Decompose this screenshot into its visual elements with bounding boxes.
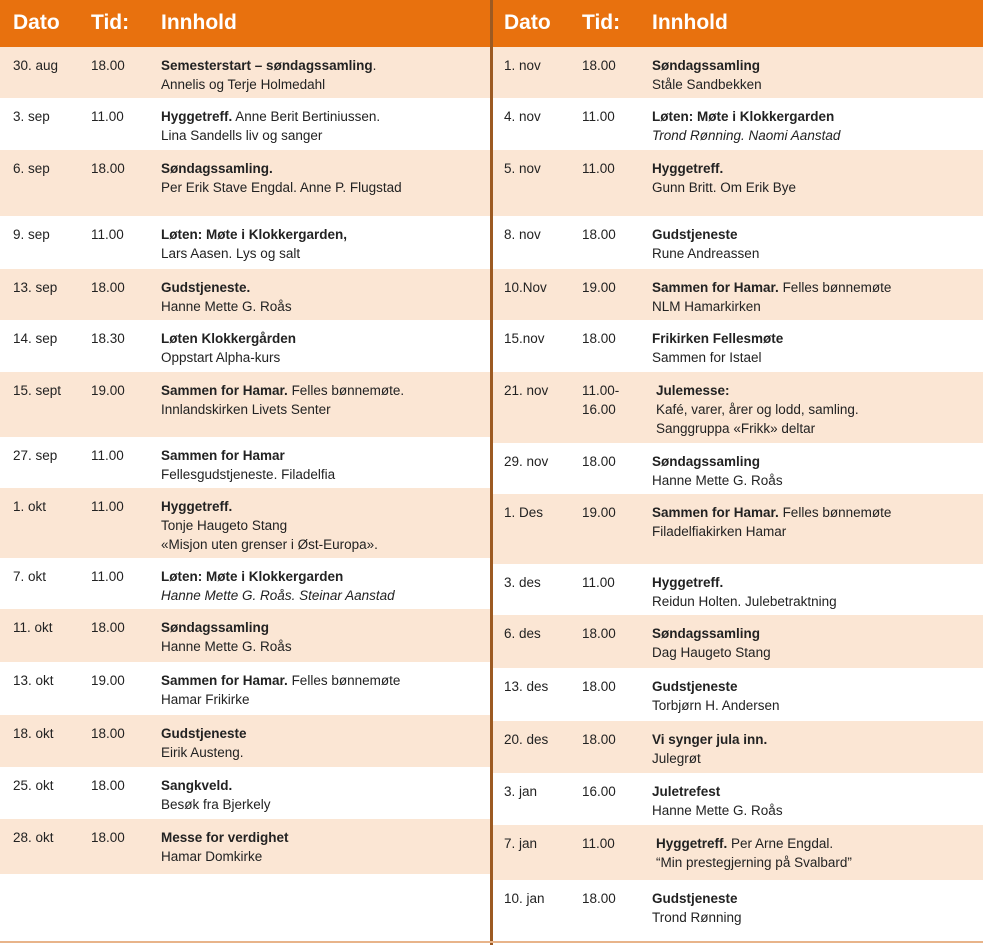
cell-dato: 15.nov — [504, 331, 545, 346]
cell-tid: 18.30 — [91, 331, 125, 346]
innhold-line — [652, 107, 977, 126]
innhold-line — [161, 724, 486, 743]
cell-innhold — [652, 107, 977, 145]
cell-dato: 6. des — [504, 626, 541, 641]
table-row — [493, 216, 983, 269]
cell-innhold — [652, 730, 977, 768]
table-row — [0, 558, 490, 609]
event-detail: Hanne Mette G. Roås. Steinar Aanstad — [161, 588, 395, 603]
innhold-line — [161, 586, 486, 605]
innhold-line — [652, 471, 977, 490]
cell-tid: 19.00 — [91, 383, 125, 398]
cell-tid: 11.00 — [582, 109, 615, 124]
cell-tid: 18.00 — [582, 227, 616, 242]
cell-tid: 18.00 — [91, 726, 125, 741]
cell-tid: 19.00 — [582, 505, 616, 520]
event-detail: Hanne Mette G. Roås — [652, 473, 783, 488]
innhold-line — [652, 178, 977, 197]
event-detail: Rune Andreassen — [652, 246, 760, 261]
cell-dato: 25. okt — [13, 778, 54, 793]
table-row — [0, 47, 490, 98]
cell-innhold — [161, 278, 486, 316]
event-title: Julemesse: — [656, 383, 730, 398]
cell-dato: 7. jan — [504, 836, 538, 851]
event-title: Løten Klokkergården — [161, 331, 297, 346]
event-detail: Hanne Mette G. Roås — [161, 299, 292, 314]
innhold-line — [652, 643, 977, 662]
event-detail: Kafé, varer, årer og lodd, samling. — [656, 402, 859, 417]
cell-tid: 18.00 — [582, 454, 616, 469]
cell-dato: 14. sep — [13, 331, 58, 346]
table-row — [493, 372, 983, 443]
table-row — [493, 615, 983, 668]
innhold-line — [161, 278, 486, 297]
cell-dato: 11. okt — [13, 620, 53, 635]
innhold-line — [161, 446, 486, 465]
innhold-line — [652, 749, 977, 768]
innhold-line — [161, 297, 486, 316]
event-title: Hyggetreff. — [161, 499, 233, 514]
event-title: Semesterstart – søndagssamling — [161, 58, 373, 73]
innhold-line — [161, 244, 486, 263]
cell-innhold — [161, 497, 486, 554]
event-detail: Sammen for Istael — [652, 350, 762, 365]
event-title: Hyggetreff. — [652, 161, 724, 176]
cell-dato: 13. des — [504, 679, 549, 694]
event-title: Gudstjeneste — [652, 679, 738, 694]
cell-tid: 18.00 — [91, 620, 125, 635]
event-title: Vi synger jula inn. — [652, 732, 768, 747]
header-tid: Tid: — [582, 11, 621, 34]
cell-dato: 6. sep — [13, 161, 50, 176]
innhold-line — [656, 834, 981, 853]
cell-tid: 18.00 — [582, 732, 616, 747]
right-column — [493, 0, 983, 945]
table-row — [493, 880, 983, 940]
table-row — [493, 98, 983, 150]
event-detail: Trond Rønning. Naomi Aanstad — [652, 128, 841, 143]
innhold-line — [161, 159, 486, 178]
event-detail: Eirik Austeng. — [161, 745, 244, 760]
cell-dato: 20. des — [504, 732, 549, 747]
innhold-line — [161, 107, 486, 126]
event-title: Søndagssamling. — [161, 161, 273, 176]
table-row — [493, 825, 983, 880]
cell-tid: 16.00 — [582, 784, 616, 799]
innhold-line — [161, 690, 486, 709]
table-row — [0, 488, 490, 558]
table-row — [493, 320, 983, 372]
innhold-line — [652, 225, 977, 244]
innhold-line — [161, 535, 486, 554]
event-detail: NLM Hamarkirken — [652, 299, 761, 314]
event-title: Sammen for Hamar. — [652, 505, 779, 520]
cell-innhold — [161, 159, 486, 197]
cell-dato: 3. jan — [504, 784, 538, 799]
event-detail: Besøk fra Bjerkely — [161, 797, 271, 812]
innhold-line — [161, 56, 486, 75]
cell-innhold — [656, 834, 981, 872]
cell-innhold — [161, 446, 486, 484]
event-title: Gudstjeneste — [161, 726, 247, 741]
innhold-line — [656, 400, 981, 419]
innhold-line — [656, 381, 981, 400]
cell-tid: 18.00 — [91, 830, 125, 845]
cell-dato: 10. jan — [504, 891, 545, 906]
event-detail: Innlandskirken Livets Senter — [161, 402, 331, 417]
cell-tid: 11.00 — [91, 499, 124, 514]
cell-innhold — [652, 573, 977, 611]
innhold-line — [652, 908, 977, 927]
header-dato: Dato — [13, 11, 60, 34]
cell-innhold — [161, 776, 486, 814]
innhold-line — [652, 348, 977, 367]
innhold-line — [161, 225, 486, 244]
innhold-line — [652, 730, 977, 749]
event-detail: Hamar Domkirke — [161, 849, 263, 864]
cell-dato: 7. okt — [13, 569, 47, 584]
innhold-line — [652, 244, 977, 263]
cell-dato: 10.Nov — [504, 280, 547, 295]
innhold-line — [161, 618, 486, 637]
event-detail: . — [372, 58, 377, 73]
table-row — [493, 150, 983, 216]
event-detail: Hamar Frikirke — [161, 692, 250, 707]
cell-dato: 3. des — [504, 575, 541, 590]
cell-dato: 27. sep — [13, 448, 58, 463]
event-title: Søndagssamling — [652, 58, 761, 73]
cell-dato: 28. okt — [13, 830, 54, 845]
innhold-line — [652, 503, 977, 522]
event-detail: «Misjon uten grenser i Øst-Europa». — [161, 537, 378, 552]
cell-innhold — [652, 329, 977, 367]
innhold-line — [652, 801, 977, 820]
innhold-line — [161, 465, 486, 484]
innhold-line — [656, 419, 981, 438]
event-title: Sammen for Hamar. — [161, 383, 288, 398]
header-tid: Tid: — [91, 11, 130, 34]
event-title: Messe for verdighet — [161, 830, 289, 845]
innhold-line — [652, 889, 977, 908]
cell-innhold — [652, 624, 977, 662]
event-detail: Oppstart Alpha-kurs — [161, 350, 281, 365]
cell-dato: 21. nov — [504, 383, 549, 398]
cell-innhold — [656, 381, 981, 438]
cell-tid: 11.00 — [91, 448, 124, 463]
event-detail: Felles bønnemøte — [778, 505, 892, 520]
innhold-line — [652, 159, 977, 178]
innhold-line — [161, 348, 486, 367]
cell-innhold — [652, 503, 977, 541]
cell-dato: 1. Des — [504, 505, 544, 520]
cell-tid: 18.00 — [91, 161, 125, 176]
cell-dato: 15. sept — [13, 383, 62, 398]
cell-innhold — [161, 107, 486, 145]
cell-tid: 19.00 — [582, 280, 616, 295]
table-row — [0, 819, 490, 874]
innhold-line — [652, 677, 977, 696]
table-row — [0, 320, 490, 372]
innhold-line — [652, 297, 977, 316]
event-detail: Felles bønnemøte. — [287, 383, 405, 398]
table-row — [0, 609, 490, 662]
event-detail: Sanggruppa «Frikk» deltar — [656, 421, 816, 436]
cell-dato: 29. nov — [504, 454, 549, 469]
event-title: Gudstjeneste. — [161, 280, 251, 295]
innhold-line — [652, 278, 977, 297]
cell-dato: 5. nov — [504, 161, 541, 176]
cell-innhold — [161, 56, 486, 94]
header-innhold: Innhold — [652, 11, 728, 34]
cell-innhold — [161, 724, 486, 762]
cell-tid: 19.00 — [91, 673, 125, 688]
innhold-line — [652, 782, 977, 801]
table-row — [493, 668, 983, 721]
header-dato: Dato — [504, 11, 551, 34]
event-detail: Torbjørn H. Andersen — [652, 698, 780, 713]
event-title: Gudstjeneste — [652, 891, 738, 906]
innhold-line — [161, 126, 486, 145]
cell-tid: 18.00 — [582, 626, 616, 641]
cell-innhold — [161, 828, 486, 866]
event-detail: Hanne Mette G. Roås — [652, 803, 783, 818]
table-row — [0, 216, 490, 269]
event-detail: Per Arne Engdal. — [727, 836, 834, 851]
table-row — [0, 767, 490, 819]
cell-tid: 18.00 — [91, 58, 125, 73]
schedule-rows-left — [0, 47, 490, 934]
cell-innhold — [652, 225, 977, 263]
cell-tid: 18.00 — [582, 331, 616, 346]
innhold-line — [161, 847, 486, 866]
event-title: Løten: Møte i Klokkergarden — [161, 569, 344, 584]
event-title: Sammen for Hamar. — [161, 673, 288, 688]
cell-tid: 18.00 — [582, 58, 616, 73]
event-title: Hyggetreff. — [652, 575, 724, 590]
cell-tid: 11.00 — [91, 109, 124, 124]
cell-innhold — [161, 381, 486, 419]
event-detail: Felles bønnemøte — [287, 673, 401, 688]
event-title: Søndagssamling — [652, 454, 761, 469]
table-row — [493, 269, 983, 320]
innhold-line — [161, 567, 486, 586]
event-detail: Lars Aasen. Lys og salt — [161, 246, 301, 261]
event-detail: Hanne Mette G. Roås — [161, 639, 292, 654]
cell-innhold — [161, 329, 486, 367]
cell-innhold — [652, 278, 977, 316]
event-title: Hyggetreff. — [161, 109, 233, 124]
innhold-line — [161, 795, 486, 814]
cell-innhold — [652, 677, 977, 715]
bottom-rule — [0, 941, 983, 943]
cell-innhold — [652, 56, 977, 94]
innhold-line — [652, 573, 977, 592]
table-row — [0, 715, 490, 767]
innhold-line — [652, 522, 977, 541]
innhold-line — [652, 624, 977, 643]
table-row — [493, 721, 983, 773]
event-title: Juletrefest — [652, 784, 721, 799]
event-detail: “Min prestegjerning på Svalbard” — [656, 855, 852, 870]
cell-innhold — [161, 618, 486, 656]
innhold-line — [652, 696, 977, 715]
innhold-line — [652, 592, 977, 611]
header-innhold: Innhold — [161, 11, 237, 34]
event-detail: Per Erik Stave Engdal. Anne P. Flugstad — [161, 180, 402, 195]
cell-innhold — [652, 159, 977, 197]
innhold-line — [161, 400, 486, 419]
cell-innhold — [161, 671, 486, 709]
innhold-line — [652, 452, 977, 471]
event-detail: Lina Sandells liv og sanger — [161, 128, 323, 143]
cell-tid: 11.00 — [91, 227, 124, 242]
innhold-line — [161, 497, 486, 516]
cell-dato: 18. okt — [13, 726, 54, 741]
cell-innhold — [161, 225, 486, 263]
table-row — [493, 494, 983, 564]
cell-dato: 1. okt — [13, 499, 47, 514]
event-detail: Reidun Holten. Julebetraktning — [652, 594, 837, 609]
innhold-line — [652, 56, 977, 75]
innhold-line — [652, 126, 977, 145]
table-row — [493, 564, 983, 615]
cell-tid: 18.00 — [91, 280, 125, 295]
event-detail: Fellesgudstjeneste. Filadelfia — [161, 467, 336, 482]
innhold-line — [161, 828, 486, 847]
innhold-line — [161, 671, 486, 690]
cell-tid: 18.00 — [582, 679, 616, 694]
cell-dato: 1. nov — [504, 58, 541, 73]
table-row — [493, 443, 983, 494]
schedule-rows-right — [493, 47, 983, 940]
cell-tid: 11.00 — [582, 836, 615, 851]
cell-tid: 11.00 — [582, 575, 615, 590]
table-row — [493, 773, 983, 825]
event-title: Sammen for Hamar. — [652, 280, 779, 295]
event-title: Frikirken Fellesmøte — [652, 331, 784, 346]
table-row — [0, 150, 490, 216]
innhold-line — [161, 178, 486, 197]
event-title: Søndagssamling — [161, 620, 270, 635]
table-row — [0, 98, 490, 150]
header-row-right — [493, 0, 983, 47]
cell-tid: 18.00 — [91, 778, 125, 793]
event-title: Sangkveld. — [161, 778, 233, 793]
table-row — [0, 372, 490, 437]
left-column — [0, 0, 490, 945]
event-title: Løten: Møte i Klokkergarden — [652, 109, 835, 124]
innhold-line — [161, 776, 486, 795]
cell-dato: 30. aug — [13, 58, 59, 73]
innhold-line — [652, 75, 977, 94]
table-row — [0, 874, 490, 934]
cell-dato: 9. sep — [13, 227, 50, 242]
cell-dato: 3. sep — [13, 109, 50, 124]
event-detail: Tonje Haugeto Stang — [161, 518, 288, 533]
event-title: Gudstjeneste — [652, 227, 738, 242]
cell-dato: 13. sep — [13, 280, 58, 295]
cell-innhold — [161, 567, 486, 605]
event-detail: Dag Haugeto Stang — [652, 645, 771, 660]
innhold-line — [161, 329, 486, 348]
cell-tid: 11.00- 16.00 — [582, 383, 620, 417]
innhold-line — [161, 637, 486, 656]
table-row — [493, 47, 983, 98]
event-detail: Trond Rønning — [652, 910, 742, 925]
cell-dato: 13. okt — [13, 673, 54, 688]
cell-tid: 18.00 — [582, 891, 616, 906]
event-title: Hyggetreff. — [656, 836, 728, 851]
cell-innhold — [652, 452, 977, 490]
cell-innhold — [652, 782, 977, 820]
event-detail: Ståle Sandbekken — [652, 77, 762, 92]
event-detail: Felles bønnemøte — [778, 280, 892, 295]
cell-tid: 11.00 — [582, 161, 615, 176]
table-row — [0, 437, 490, 488]
innhold-line — [652, 329, 977, 348]
event-title: Sammen for Hamar — [161, 448, 285, 463]
header-row-left — [0, 0, 490, 47]
innhold-line — [161, 516, 486, 535]
table-row — [0, 269, 490, 320]
event-detail: Annelis og Terje Holmedahl — [161, 77, 326, 92]
innhold-line — [161, 75, 486, 94]
innhold-line — [161, 743, 486, 762]
event-detail: Gunn Britt. Om Erik Bye — [652, 180, 797, 195]
event-detail: Anne Berit Bertiniussen. — [232, 109, 381, 124]
cell-dato: 4. nov — [504, 109, 541, 124]
cell-dato: 8. nov — [504, 227, 541, 242]
event-title: Løten: Møte i Klokkergarden, — [161, 227, 348, 242]
innhold-line — [161, 381, 486, 400]
event-detail: Julegrøt — [652, 751, 701, 766]
cell-innhold — [652, 889, 977, 927]
event-title: Søndagssamling — [652, 626, 761, 641]
event-detail: Filadelfiakirken Hamar — [652, 524, 787, 539]
cell-tid: 11.00 — [91, 569, 124, 584]
innhold-line — [656, 853, 981, 872]
table-row — [0, 662, 490, 715]
